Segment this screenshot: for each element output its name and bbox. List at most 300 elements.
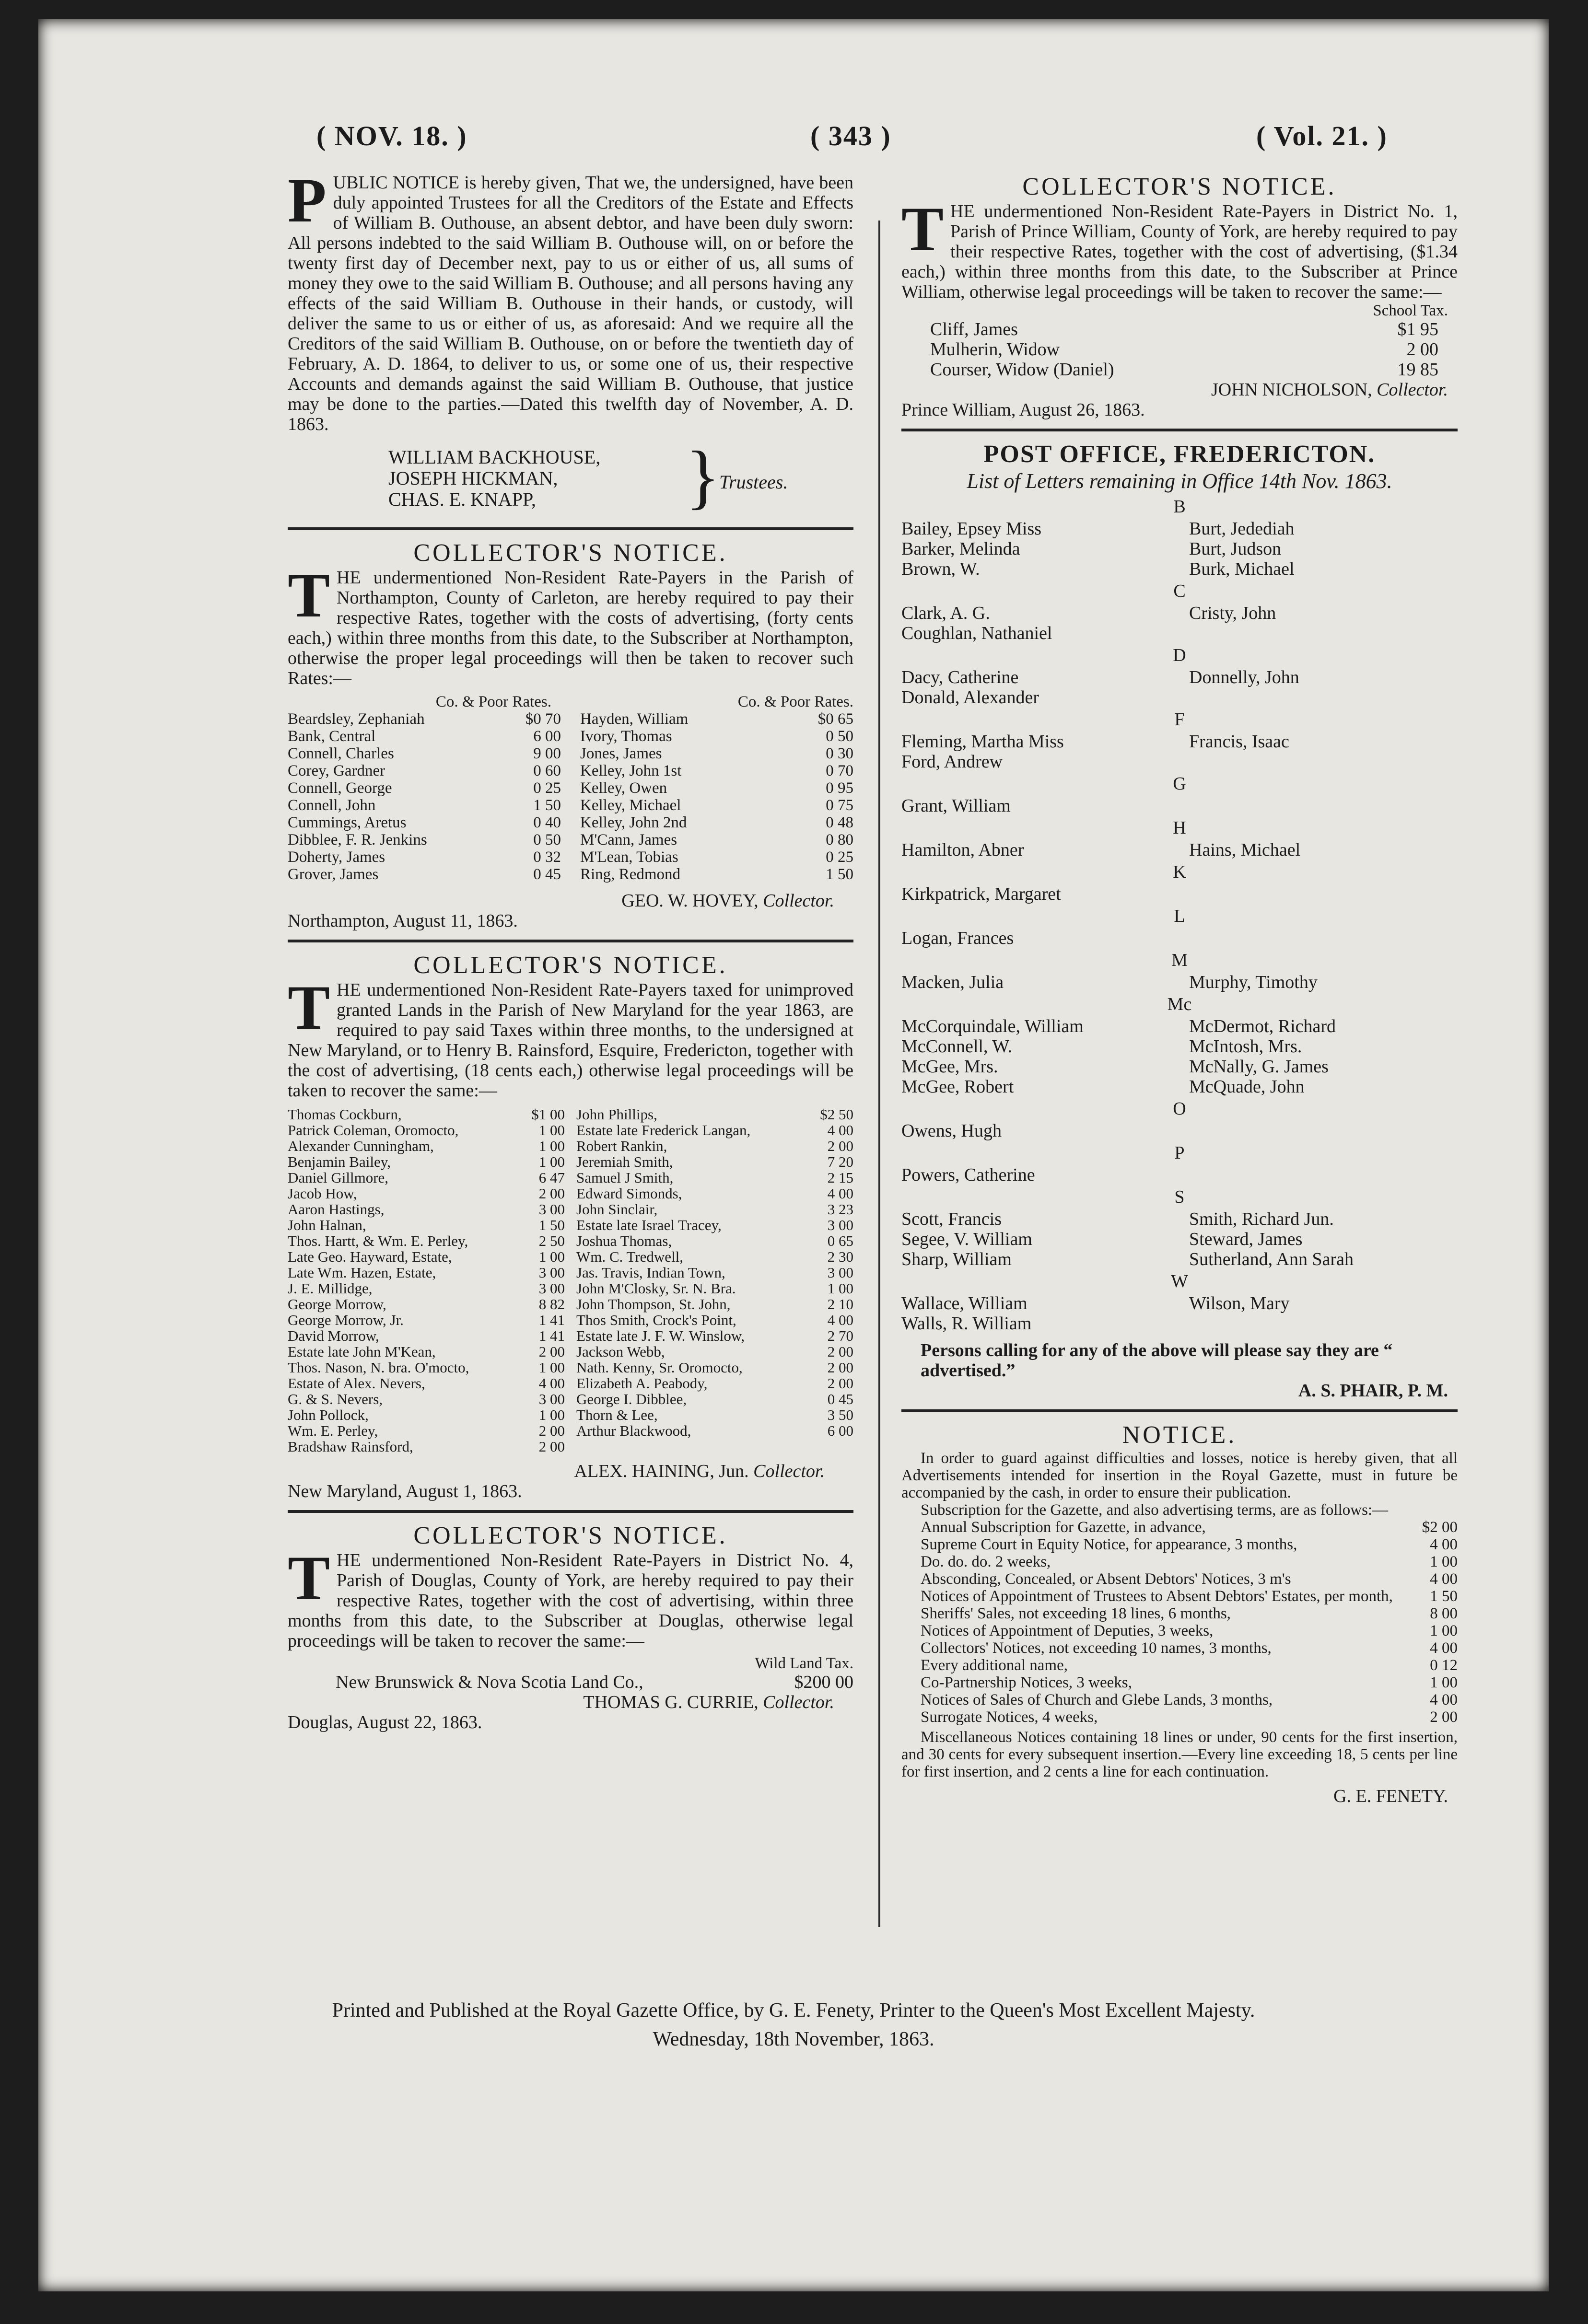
table-row [288, 1185, 565, 1201]
addressee: Cristy, John [1189, 603, 1276, 623]
amount: 3 00 [538, 1391, 565, 1407]
tax-table [288, 1106, 853, 1454]
payer-name: John Halnan, [288, 1217, 366, 1233]
payer-name: New Brunswick & Nova Scotia Land Co., [336, 1672, 643, 1692]
table-row [288, 710, 561, 728]
payer-name: Jas. Travis, Indian Town, [576, 1264, 725, 1281]
table-row [576, 1328, 853, 1344]
trustee-signatures [388, 437, 853, 519]
table-row [921, 1553, 1458, 1570]
payer-name: Arthur Blackwood, [576, 1422, 691, 1439]
addressee: McNally, G. James [1189, 1057, 1329, 1077]
brace-icon: } [686, 437, 720, 516]
payer-name: Every additional name, [921, 1657, 1068, 1674]
amount: 0 32 [533, 848, 561, 866]
addressee: Powers, Catherine [901, 1165, 1035, 1185]
table-row [576, 1233, 853, 1249]
terms-intro: Subscription for the Gazette, and also advertising terms, are as follows:— [921, 1501, 1389, 1519]
payer-name: Beardsley, Zephaniah [288, 710, 425, 728]
addressee: Bailey, Epsey Miss [901, 519, 1042, 539]
addressee: Kirkpatrick, Margaret [901, 884, 1061, 904]
dateline: Northampton, August 11, 1863. [288, 911, 518, 931]
notice-body: HE undermentioned Non-Resident Rate-Payers taxed for unimproved granted Lands in the Parish of New Maryland for the year 1863, are required to pay said Taxes within three months, to the undersigned at New Maryland, or to Henry B. Rainsford, Esquire, Fredericton, together with the cost of advertising, (18 cents each,) otherwise legal proceedings will be taken to recover the same:— [288, 980, 853, 1101]
amount: 0 50 [533, 831, 561, 848]
amount: 0 48 [826, 814, 853, 831]
amount: 4 00 [827, 1185, 853, 1202]
addressee: Scott, Francis [901, 1209, 1002, 1229]
table-row [580, 762, 853, 779]
payer-name: Cummings, Aretus [288, 814, 407, 831]
table-row [930, 360, 1438, 380]
payer-name: Surrogate Notices, 4 weeks, [921, 1708, 1098, 1726]
payer-name: Sheriffs' Sales, not exceeding 18 lines, 6 months, [921, 1605, 1231, 1622]
collector-signature: GEO. W. HOVEY, Collector. [621, 891, 834, 911]
amount: 6 00 [533, 728, 561, 745]
letter-list [901, 1165, 1458, 1185]
publisher-signature: G. E. FENETY. [1333, 1786, 1448, 1806]
payer-name: Bradshaw Rainsford, [288, 1438, 413, 1455]
payer-name: Elizabeth A. Peabody, [576, 1375, 708, 1392]
addressee: Dacy, Catherine [901, 667, 1019, 687]
table-row [576, 1360, 853, 1375]
table-row [288, 1122, 565, 1138]
amount: 7 20 [827, 1153, 853, 1170]
payer-name: Estate late John M'Kean, [288, 1343, 436, 1360]
table-row [288, 1423, 565, 1439]
amount: 2 00 [538, 1343, 565, 1360]
amount: 0 45 [827, 1391, 853, 1407]
payer-name: Benjamin Bailey, [288, 1153, 391, 1170]
table-row [288, 1249, 565, 1265]
amount: 1 00 [1430, 1674, 1458, 1691]
amount: 0 30 [826, 745, 853, 762]
payer-name: Jackson Webb, [576, 1343, 665, 1360]
dateline: Prince William, August 26, 1863. [901, 400, 1145, 420]
amount: 0 95 [826, 779, 853, 797]
column-header: Wild Land Tax. [755, 1655, 853, 1672]
table-row [576, 1185, 853, 1201]
column-header: Co. & Poor Rates. [435, 693, 551, 710]
table-row [930, 339, 1438, 360]
amount: 3 00 [827, 1217, 853, 1233]
amount: 1 50 [533, 797, 561, 814]
imprint-line: Printed and Published at the Royal Gazette Office, by G. E. Fenety, Printer to the Queen's Most Excellent Majesty. [332, 1999, 1255, 2022]
payer-name: Aaron Hastings, [288, 1201, 385, 1218]
amount: $1 95 [1397, 319, 1438, 339]
right-column [901, 173, 1458, 1806]
letter-group [901, 774, 1458, 816]
table-row [580, 848, 853, 866]
amount: 2 00 [538, 1185, 565, 1202]
amount: $0 65 [817, 710, 853, 728]
payer-name: David Morrow, [288, 1327, 379, 1344]
amount: 3 50 [827, 1406, 853, 1423]
table-row [921, 1657, 1458, 1674]
payer-name: George Morrow, Jr. [288, 1312, 404, 1328]
table-row [288, 1407, 565, 1423]
payer-name: Courser, Widow (Daniel) [930, 360, 1114, 380]
addressee: McGee, Robert [901, 1077, 1014, 1097]
payer-name: John Phillips, [576, 1106, 657, 1123]
amount: 2 00 [538, 1438, 565, 1455]
payer-name: Late Geo. Hayward, Estate, [288, 1248, 452, 1265]
amount: 0 70 [826, 762, 853, 779]
amount: 1 00 [538, 1406, 565, 1423]
letter-list [901, 603, 1458, 643]
new-maryland-notice [288, 951, 853, 1501]
letter-group [901, 497, 1458, 579]
payer-name: Doherty, James [288, 848, 385, 866]
dateline: New Maryland, August 1, 1863. [288, 1481, 522, 1501]
payer-name: John Pollock, [288, 1406, 369, 1423]
section-letter: S [1174, 1187, 1185, 1207]
payer-name: Kelley, Michael [580, 797, 681, 814]
dropcap: P [288, 165, 327, 235]
payer-name: Jeremiah Smith, [576, 1153, 673, 1170]
table-row [288, 762, 561, 779]
letter-group [901, 950, 1458, 992]
payer-name: Notices of Appointment of Deputies, 3 weeks, [921, 1622, 1214, 1639]
table-row [921, 1588, 1458, 1605]
payer-name: Corey, Gardner [288, 762, 385, 779]
payer-name: Hayden, William [580, 710, 689, 728]
amount: 1 00 [538, 1122, 565, 1139]
collector-signature: JOHN NICHOLSON, Collector. [1211, 380, 1448, 400]
table-row [921, 1691, 1458, 1708]
payer-name: Thorn & Lee, [576, 1406, 658, 1423]
table-row [576, 1170, 853, 1185]
payer-name: Edward Simonds, [576, 1185, 682, 1202]
payer-name: Ring, Redmond [580, 866, 681, 883]
section-letter: W [1171, 1271, 1188, 1291]
table-row [288, 1106, 565, 1122]
amount: 1 41 [538, 1312, 565, 1328]
section-letter: Mc [1167, 994, 1192, 1014]
payer-name: Wm. C. Tredwell, [576, 1248, 684, 1265]
notice-body: UBLIC NOTICE is hereby given, That we, the undersigned, have been duly appointed Trustees for all the Creditors of the Estate and Effects of William B. Outhouse, an absent debtor, and have been duly sworn: All persons indebted to the said William B. Outhouse will, on or before the twenty first day of December next, pay to us or either of us, all sums of money they owe to the said William B. Outhouse; and all persons having any effects of the said William B. Outhouse in their hands, or custody, will deliver the same to us or either of us, as aforesaid: And we require all the Creditors of the said William B. Outhouse, on or before the twentieth day of February, A. D. 1864, to deliver to us, or some one of us, their respective Accounts and demands against the said William B. Outhouse, that justice may be done to the parties.—Dated this twelfth day of November, A. D. 1863. [288, 173, 853, 434]
amount: 1 00 [1430, 1553, 1458, 1570]
header-date: ( NOV. 18. ) [316, 120, 467, 151]
table-row [921, 1570, 1458, 1588]
trustee-name: CHAS. E. KNAPP, [388, 488, 536, 510]
table-row [576, 1265, 853, 1280]
table-row [288, 1280, 565, 1296]
letter-list [901, 519, 1458, 579]
table-row [576, 1106, 853, 1122]
trustee-name: JOSEPH HICKMAN, [388, 467, 558, 489]
table-row [576, 1154, 853, 1170]
payer-name: Dibblee, F. R. Jenkins [288, 831, 427, 848]
amount: 0 50 [826, 728, 853, 745]
amount: 2 00 [1406, 339, 1438, 360]
amount: 3 23 [827, 1201, 853, 1218]
amount: 1 41 [538, 1327, 565, 1344]
divider [288, 940, 853, 942]
dropcap: T [901, 194, 944, 264]
table-row [288, 797, 561, 814]
notice-title: COLLECTOR'S NOTICE. [413, 1522, 728, 1549]
douglas-notice [288, 1522, 853, 1732]
table-row [288, 1672, 853, 1692]
amount: 1 00 [538, 1153, 565, 1170]
payer-name: George Morrow, [288, 1296, 386, 1313]
table-row [288, 848, 561, 866]
table-row [921, 1519, 1458, 1536]
amount: 3 00 [827, 1264, 853, 1281]
table-row [288, 1391, 565, 1407]
collector-signature: THOMAS G. CURRIE, Collector. [583, 1692, 834, 1712]
terms-notice [901, 1421, 1458, 1806]
amount: 0 25 [826, 848, 853, 866]
amount: 3 00 [538, 1201, 565, 1218]
table-row [576, 1201, 853, 1217]
amount: 4 00 [1430, 1691, 1458, 1708]
left-column [288, 165, 853, 1732]
payer-name: J. E. Millidge, [288, 1280, 373, 1297]
addressee: Burk, Michael [1189, 559, 1295, 579]
table-row [580, 814, 853, 831]
table-row [576, 1391, 853, 1407]
addressee: Murphy, Timothy [1189, 972, 1318, 992]
table-row [576, 1407, 853, 1423]
table-row [921, 1639, 1458, 1657]
payer-name: Absconding, Concealed, or Absent Debtors' Notices, 3 m's [921, 1570, 1291, 1588]
payer-name: Patrick Coleman, Oromocto, [288, 1122, 459, 1139]
payer-name: Estate late J. F. W. Winslow, [576, 1327, 745, 1344]
notice-title: NOTICE. [1122, 1421, 1237, 1449]
addressee: McQuade, John [1189, 1077, 1305, 1097]
addressee: Donald, Alexander [901, 687, 1039, 708]
notice-body: In order to guard against difficulties and losses, notice is hereby given, that all Advertisements intended for insertion in the Royal Gazette, must in future be accompanied by the cash, in order to ensure their publication. [901, 1450, 1458, 1501]
section-letter: D [1173, 645, 1186, 665]
letter-list [901, 796, 1458, 816]
amount: 2 70 [827, 1327, 853, 1344]
table-row [288, 1154, 565, 1170]
payer-name: Samuel J Smith, [576, 1169, 674, 1186]
table-row [288, 745, 561, 762]
payer-name: Notices of Sales of Church and Glebe Lands, 3 months, [921, 1691, 1273, 1708]
amount: 4 00 [1430, 1639, 1458, 1657]
amount: 6 00 [827, 1422, 853, 1439]
letter-list [901, 1121, 1458, 1141]
addressee: McIntosh, Mrs. [1189, 1036, 1302, 1057]
payer-name: Ivory, Thomas [580, 728, 672, 745]
addressee: Segee, V. William [901, 1229, 1032, 1249]
letter-group [901, 709, 1458, 772]
trustee-name: WILLIAM BACKHOUSE, [388, 446, 601, 468]
amount: 4 00 [827, 1122, 853, 1139]
amount: $2 00 [1422, 1519, 1458, 1536]
imprint-date: Wednesday, 18th November, 1863. [653, 2028, 934, 2050]
post-office-closing: Persons calling for any of the above will please say they are “ advertised.” [921, 1340, 1393, 1381]
payer-name: Co-Partnership Notices, 3 weeks, [921, 1674, 1132, 1691]
notice-body: HE undermentioned Non-Resident Rate-Payers in the Parish of Northampton, County of Carleton, are hereby required to pay their respective Rates, together with the costs of advertising, (forty cents each,) within three months from this date, to the Subscriber at Northampton, otherwise the proper legal proceedings will then be taken to recover such Rates:— [288, 568, 853, 688]
section-letter: G [1173, 774, 1186, 794]
addressee: Steward, James [1189, 1229, 1303, 1249]
payer-name: Wm. E. Perley, [288, 1422, 378, 1439]
payer-name: Kelley, John 2nd [580, 814, 687, 831]
table-row [288, 1375, 565, 1391]
table-row [288, 1265, 565, 1280]
dateline: Douglas, August 22, 1863. [288, 1712, 482, 1732]
letter-group [901, 906, 1458, 948]
misc-terms: Miscellaneous Notices containing 18 lines or under, 90 cents for the first insertion, and 30 cents for every subsequent insertion.—Every line exceeding 18, 5 cents per line for first insertion, and 2 cents a line for each continuation. [901, 1729, 1458, 1780]
amount: 2 00 [827, 1343, 853, 1360]
payer-name: Nath. Kenny, Sr. Oromocto, [576, 1359, 743, 1376]
addressee: Wilson, Mary [1189, 1293, 1290, 1313]
payer-name: Notices of Appointment of Trustees to Absent Debtors' Estates, per month, [921, 1588, 1393, 1605]
letter-list [901, 972, 1458, 992]
table-row [576, 1217, 853, 1233]
addressee: Barker, Melinda [901, 539, 1020, 559]
amount: 0 80 [826, 831, 853, 848]
addressee: Owens, Hugh [901, 1121, 1002, 1141]
table-row [288, 866, 561, 883]
amount: 9 00 [533, 745, 561, 762]
collector-signature: ALEX. HAINING, Jun. Collector. [574, 1461, 825, 1481]
addressee: Brown, W. [901, 559, 980, 579]
letter-list [901, 667, 1458, 708]
payer-name: Estate late Israel Tracey, [576, 1217, 722, 1233]
section-letter: H [1173, 818, 1186, 838]
amount: 6 47 [538, 1169, 565, 1186]
table-row [288, 1296, 565, 1312]
table-row [576, 1280, 853, 1296]
column-divider [878, 221, 880, 1927]
amount: 1 00 [538, 1359, 565, 1376]
letter-group [901, 645, 1458, 708]
letter-list [901, 1293, 1458, 1334]
addressee: Francis, Isaac [1189, 732, 1289, 752]
table-row [288, 814, 561, 831]
table-row [580, 710, 853, 728]
table-row [576, 1122, 853, 1138]
payer-name: Do. do. do. 2 weeks, [921, 1553, 1051, 1570]
letter-group [901, 1143, 1458, 1185]
amount: 2 10 [827, 1296, 853, 1313]
rate-table [288, 693, 853, 883]
table-row [288, 1439, 565, 1454]
addressee: McCorquindale, William [901, 1016, 1084, 1036]
payer-name: Connell, George [288, 779, 392, 797]
addressee: Burt, Jedediah [1189, 519, 1295, 539]
prince-william-notice [901, 173, 1458, 420]
payer-name: John Sinclair, [576, 1201, 658, 1218]
amount: 3 00 [538, 1264, 565, 1281]
letter-list [901, 1016, 1458, 1097]
addressee: Logan, Frances [901, 928, 1014, 948]
addressee: Burt, Judson [1189, 539, 1282, 559]
letter-group [901, 994, 1458, 1097]
payer-name: Robert Rankin, [576, 1138, 667, 1154]
amount: 0 45 [533, 866, 561, 883]
amount: 3 00 [538, 1280, 565, 1297]
payer-name: Collectors' Notices, not exceeding 10 names, 3 months, [921, 1639, 1272, 1657]
divider [288, 1510, 853, 1513]
amount: 19 85 [1397, 360, 1438, 380]
letter-group [901, 1271, 1458, 1334]
addressee: Fleming, Martha Miss [901, 732, 1064, 752]
amount: 1 50 [826, 866, 853, 883]
payer-name: Alexander Cunningham, [288, 1138, 434, 1154]
section-letter: M [1171, 950, 1188, 970]
table-row [288, 1344, 565, 1360]
payer-name: M'Lean, Tobias [580, 848, 678, 866]
payer-name: Connell, John [288, 797, 376, 814]
addressee: McConnell, W. [901, 1036, 1013, 1057]
section-letter: K [1173, 862, 1186, 882]
amount: 0 12 [1430, 1657, 1458, 1674]
header-page-number: ( 343 ) [810, 120, 891, 151]
payer-name: Kelley, Owen [580, 779, 667, 797]
table-row [576, 1296, 853, 1312]
table-row [580, 745, 853, 762]
table-row [288, 1233, 565, 1249]
table-row [921, 1622, 1458, 1639]
table-row [288, 779, 561, 797]
letter-group [901, 581, 1458, 643]
addressee: Sharp, William [901, 1249, 1012, 1269]
post-office-subtitle: List of Letters remaining in Office 14th Nov. 1863. [967, 469, 1392, 493]
payer-name: Estate of Alex. Nevers, [288, 1375, 425, 1392]
payer-name: George I. Dibblee, [576, 1391, 687, 1407]
section-letter: F [1174, 709, 1185, 730]
addressee: Hains, Michael [1189, 840, 1301, 860]
letter-group [901, 1187, 1458, 1269]
payer-name: Thos. Hartt, & Wm. E. Perley, [288, 1232, 468, 1249]
trustees-label: Trustees. [719, 471, 788, 493]
payer-name: M'Cann, James [580, 831, 677, 848]
amount: 0 25 [533, 779, 561, 797]
addressee: Wallace, William [901, 1293, 1028, 1313]
addressee: Ford, Andrew [901, 752, 1003, 772]
table-row [288, 1360, 565, 1375]
table-row [288, 1312, 565, 1328]
amount: 4 00 [538, 1375, 565, 1392]
table-row [576, 1138, 853, 1154]
payer-name: Bank, Central [288, 728, 376, 745]
payer-name: Grover, James [288, 866, 379, 883]
payer-name: John M'Closky, Sr. N. Bra. [576, 1280, 736, 1297]
section-letter: C [1173, 581, 1186, 601]
amount: 1 00 [538, 1248, 565, 1265]
amount: 0 65 [827, 1232, 853, 1249]
amount: 0 75 [826, 797, 853, 814]
amount: 2 00 [827, 1138, 853, 1154]
addressee: Hamilton, Abner [901, 840, 1024, 860]
amount: 0 40 [533, 814, 561, 831]
table-row [288, 1138, 565, 1154]
table-row [580, 866, 853, 883]
amount: 2 50 [538, 1232, 565, 1249]
payer-name: Joshua Thomas, [576, 1232, 672, 1249]
amount: 4 00 [827, 1312, 853, 1328]
amount: 1 50 [1430, 1588, 1458, 1605]
payer-name: Thomas Cockburn, [288, 1106, 402, 1123]
postmaster-signature: A. S. PHAIR, P. M. [1298, 1381, 1448, 1401]
payer-name: G. & S. Nevers, [288, 1391, 383, 1407]
section-letter: O [1173, 1099, 1186, 1119]
payer-name: Cliff, James [930, 319, 1018, 339]
section-letter: B [1173, 497, 1186, 517]
payer-name: Jones, James [580, 745, 662, 762]
amount: 2 00 [538, 1422, 565, 1439]
amount: 8 00 [1430, 1605, 1458, 1622]
amount: 0 60 [533, 762, 561, 779]
column-header: School Tax. [1373, 302, 1448, 319]
table-row [576, 1423, 853, 1439]
letter-group [901, 1099, 1458, 1141]
